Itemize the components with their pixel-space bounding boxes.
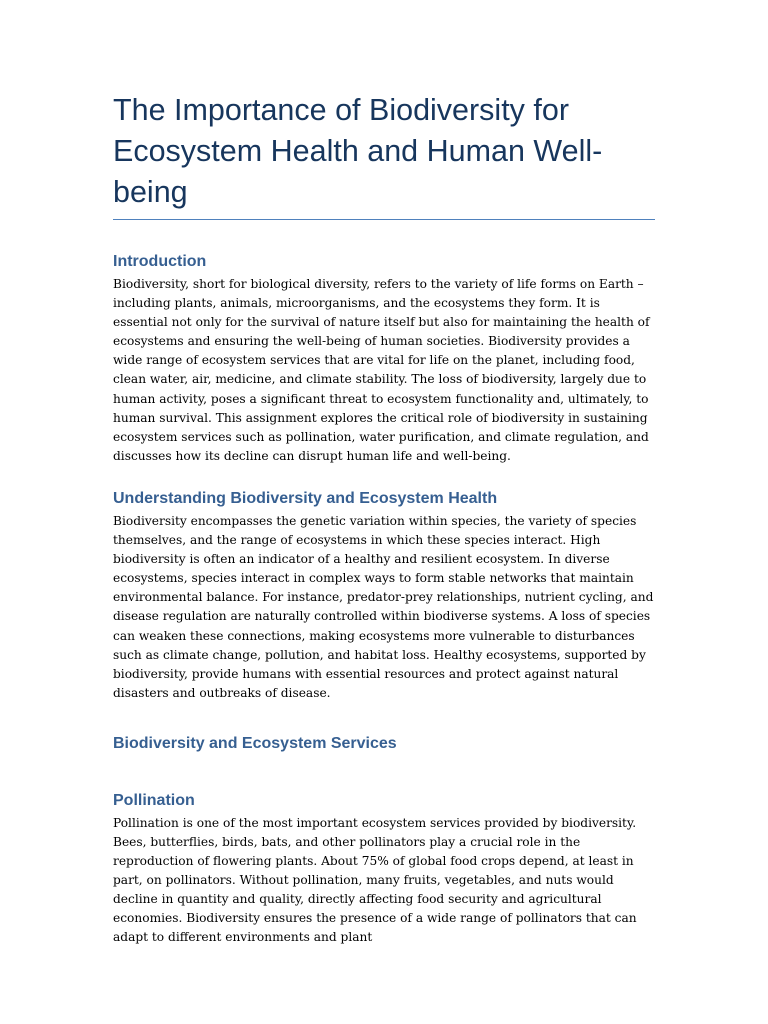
paragraph-introduction: Biodiversity, short for biological diversity, refers to the variety of life forms on Earth – including plants, animals, microorganisms, and the ecosystems they form. It is essential not only for the survival of nature itself but also for maintaining the health of ecosystems and ensuring the well-being of human societies. Biodiversity provides a wide range of ecosystem services that are vital for life on the planet, including food, clean water, air, medicine, and climate stability. The loss of biodiversity, largely due to human activity, poses a significant threat to ecosystem functionality and, ultimately, to human survival. This assignment explores the critical role of biodiversity in sustaining ecosystem services such as pollination, water purification, and climate regulation, and discusses how its decline can disrupt human life and well-being.: [113, 277, 650, 463]
paragraph-understanding-biodiversity: Biodiversity encompasses the genetic variation within species, the variety of species themselves, and the range of ecosystems in which these species interact. High biodiversity is often an indicator of a healthy and resilient ecosystem. In diverse ecosystems, species interact in complex ways to form stable networks that maintain environmental balance. For instance, predator-prey relationships, nutrient cycling, and disease regulation are naturally controlled within biodiverse systems. A loss of species can weaken these connections, making ecosystems more vulnerable to disturbances such as climate change, pollution, and habitat loss. Healthy ecosystems, supported by biodiversity, provide humans with essential resources and protect against natural disasters and outbreaks of disease.: [113, 513, 654, 700]
section-heading-introduction: Introduction: [113, 253, 207, 270]
paragraph-pollination: Pollination is one of the most important ecosystem services provided by biodiversity. Bees, butterflies, birds, bats, and other pollinators play a crucial role in the reproduction of flowering plants. About 75% of global food crops depend, at least in part, on pollinators. Without pollination, many fruits, vegetables, and nuts would decline in quantity and quality, directly affecting food security and agricultural economies. Biodiversity ensures the presence of a wide range of pollinators that can adapt to different environments and plant: [113, 815, 637, 945]
section-heading-understanding-biodiversity: Understanding Biodiversity and Ecosystem Health: [113, 489, 498, 507]
section-heading-pollination: Pollination: [113, 791, 195, 809]
section-heading-ecosystem-services: Biodiversity and Ecosystem Services: [113, 734, 397, 752]
document-title: The Importance of Biodiversity for Ecosystem Health and Human Well-being: [113, 90, 655, 220]
document-page: [113, 90, 655, 948]
